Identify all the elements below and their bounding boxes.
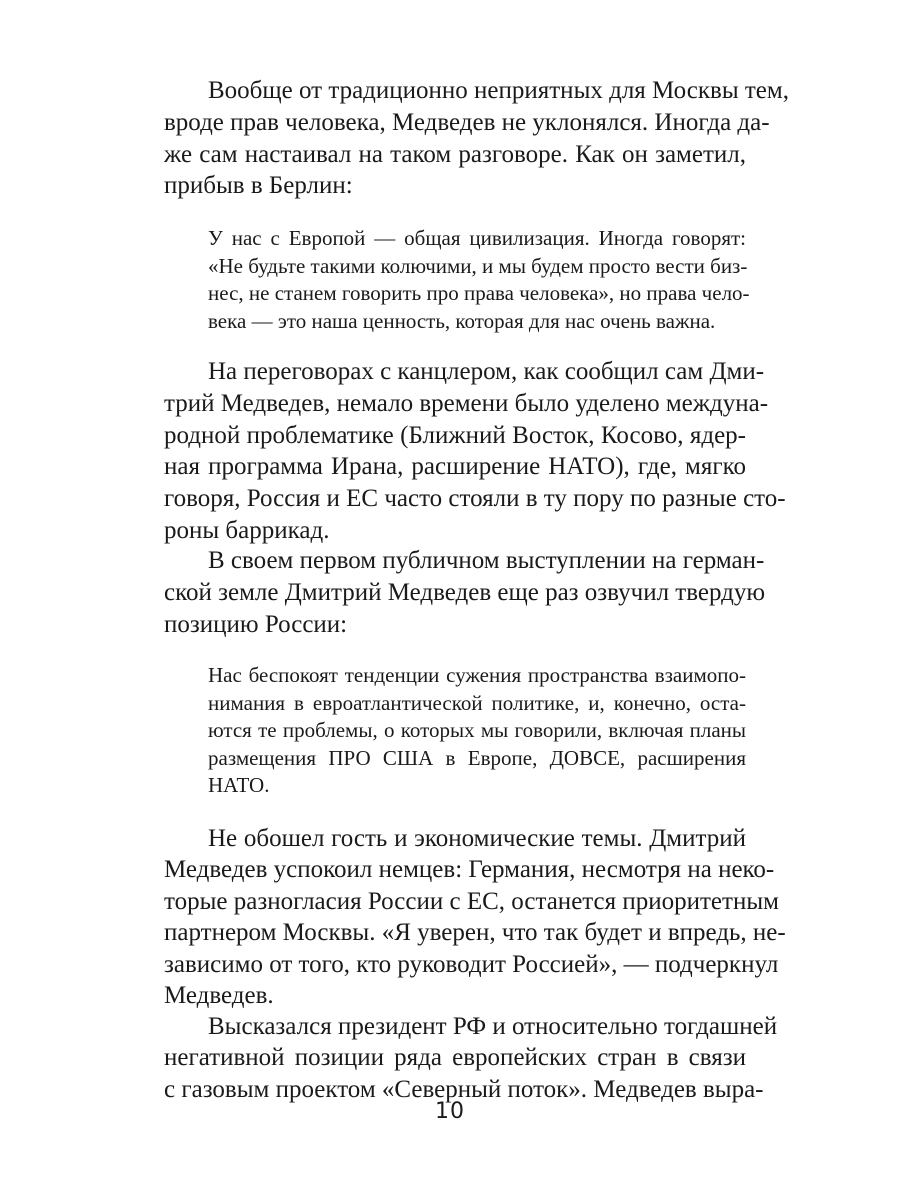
paragraph-4-line-2: Медведев успокоил немцев: Германия, несмотря на неко- — [164, 856, 775, 883]
paragraph-5-line-3: с газовым проектом «Северный поток». Медведев выра- — [164, 1076, 764, 1103]
quote-2-line-4: размещения ПРО США в Европе, ДОВСЕ, расширения — [208, 746, 746, 770]
paragraph-4-line-1: Не обошел гость и экономические темы. Дмитрий — [208, 825, 746, 852]
quote-2-line-5: НАТО. — [208, 773, 270, 797]
paragraph-3-line-2: ской земле Дмитрий Медведев еще раз озвучил твердую — [164, 579, 766, 606]
paragraph-4-line-6: Медведев. — [164, 982, 274, 1009]
quote-1-line-2: «Не будьте такими колючими, и мы будем просто вести биз- — [208, 254, 748, 278]
paragraph-2-line-5: говоря, Россия и ЕС часто стояли в ту пору по разные сто- — [164, 485, 786, 512]
paragraph-2-line-1: На переговорах с канцлером, как сообщил сам Дми- — [208, 358, 765, 385]
paragraph-1-line-3: же сам настаивал на таком разговоре. Как он заметил, — [164, 141, 746, 168]
paragraph-2-line-2: трий Медведев, немало времени было уделено междуна- — [164, 390, 769, 417]
paragraph-3-line-1: В своем первом публичном выступлении на герман- — [208, 547, 765, 574]
page-number: 10 — [435, 1099, 465, 1124]
paragraph-4-line-5: зависимо от того, кто руководит Россией», — подчеркнул — [164, 951, 779, 978]
paragraph-4-line-3: торые разногласия России с ЕС, останется приоритетным — [164, 888, 779, 915]
paragraph-2-line-3: родной проблематике (Ближний Восток, Косово, ядер- — [164, 422, 746, 449]
paragraph-2-line-4: ная программа Ирана, расширение НАТО), где, мягко — [164, 453, 746, 480]
quote-1-line-3: нес, не станем говорить про права человека», но права чело- — [208, 281, 750, 305]
paragraph-5-line-1: Высказался президент РФ и относительно тогдашней — [208, 1013, 778, 1040]
paragraph-4-line-4: партнером Москвы. «Я уверен, что так будет и впредь, не- — [164, 919, 786, 946]
paragraph-2-line-6: роны баррикад. — [164, 517, 330, 544]
quote-1-line-4: века — это наша ценность, которая для нас очень важна. — [208, 309, 716, 333]
paragraph-1-line-2: вроде прав человека, Медведев не уклонялся. Иногда да- — [164, 109, 770, 136]
quote-1-line-1: У нас с Европой — общая цивилизация. Иногда говорят: — [208, 226, 746, 250]
paragraph-1-line-1: Вообще от традиционно неприятных для Москвы тем, — [208, 77, 789, 104]
paragraph-5-line-2: негативной позиции ряда европейских стран в связи — [164, 1044, 746, 1071]
quote-2-line-3: ются те проблемы, о которых мы говорили, включая планы — [208, 718, 746, 742]
paragraph-3-line-3: позицию России: — [164, 611, 348, 638]
quote-2-line-2: нимания в евроатлантической политике, и, конечно, оста- — [208, 691, 746, 715]
paragraph-1-line-4: прибыв в Берлин: — [164, 172, 353, 199]
quote-2-line-1: Нас беспокоят тенденции сужения пространства взаимопо- — [208, 663, 746, 687]
